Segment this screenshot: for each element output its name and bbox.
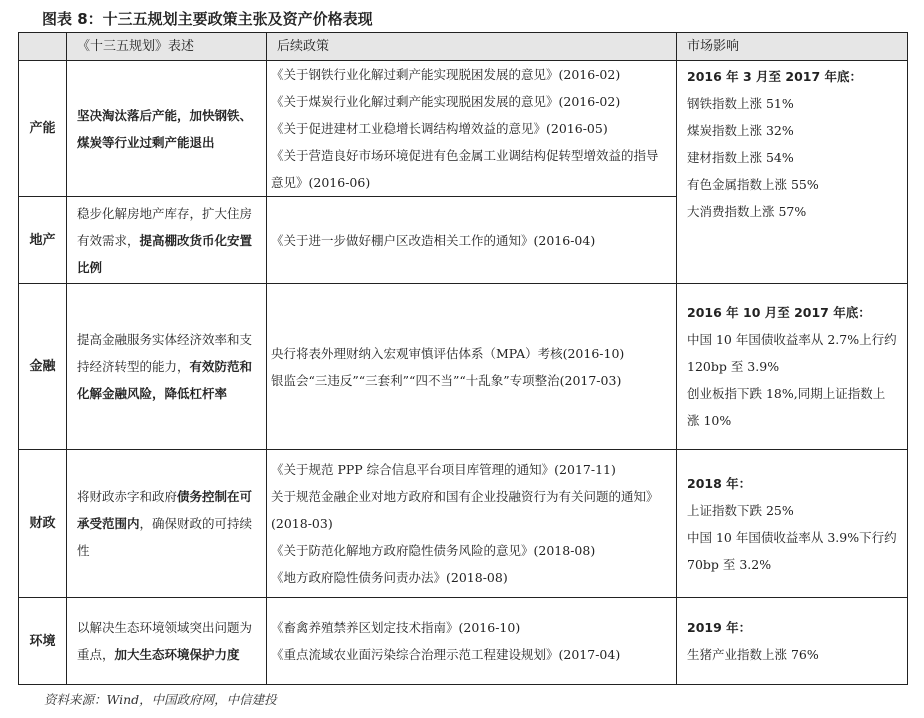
statement-bold-text: 加大生态环境保护力度 [114, 647, 240, 662]
statement-cell [67, 197, 267, 284]
statement-text: ，确保财政的可持续性 [77, 516, 253, 558]
policy-table [18, 32, 908, 685]
impact-heading: 2018 年： [687, 475, 752, 491]
policy-item: 《畜禽养殖禁养区划定技术指南》(2016-10) [271, 620, 521, 635]
statement-text: 稳步化解房地产库存，扩大住房有效需求， [77, 205, 253, 248]
impact-cell [677, 450, 908, 598]
statement-bold-text: 提高棚改货币化安置比例 [77, 232, 253, 275]
impact-cell [677, 284, 908, 450]
statement-bold-text: 有效防范和化解金融风险，降低杠杆率 [77, 359, 253, 401]
policies-cell [267, 61, 677, 197]
policy-item: 《关于规范 PPP 综合信息平台项目库管理的通知》(2017-11) [271, 462, 616, 477]
impact-item: 上证指数下跌 25% [687, 502, 794, 518]
impact-item: 钢铁指数上涨 51% [687, 96, 794, 111]
policy-item: 《地方政府隐性债务问责办法》(2018-08) [271, 570, 508, 585]
table-row [19, 284, 908, 450]
table-header-row [19, 33, 908, 61]
impact-heading: 2016 年 10 月至 2017 年底： [687, 305, 871, 320]
impact-item: 有色金属指数上涨 55% [687, 177, 819, 192]
policy-item: 银监会“三违反”“三套利”“四不当”“十乱象”专项整治(2017-03) [271, 372, 622, 388]
statement-text: 以解决生态环境领域突出问题为重点， [77, 620, 253, 662]
policy-item: 关于规范金融企业对地方政府和国有企业投融资行为有关问题的通知》(2018-03) [271, 489, 659, 531]
statement-cell [67, 450, 267, 598]
statement-cell [67, 598, 267, 685]
impact-item: 生猪产业指数上涨 76% [687, 647, 819, 662]
impact-cell [677, 61, 908, 284]
header-statement: 《十三五规划》表述 [67, 33, 267, 61]
statement-cell [67, 284, 267, 450]
impact-item: 大消费指数上涨 57% [687, 204, 807, 219]
category-cell: 财政 [19, 450, 67, 598]
header-policies: 后续政策 [267, 33, 677, 61]
policy-item: 《重点流域农业面污染综合治理示范工程建设规划》(2017-04) [271, 647, 621, 662]
policy-item: 《关于防范化解地方政府隐性债务风险的意见》(2018-08) [271, 543, 596, 558]
category-cell: 环境 [19, 598, 67, 685]
source-note: 资料来源：Wind，中国政府网，中信建投 [44, 692, 277, 707]
policies-cell [267, 598, 677, 685]
table-title: 图表 8：十三五规划主要政策主张及资产价格表现 [42, 10, 373, 28]
statement-text: 将财政赤字和政府 [77, 489, 178, 504]
impact-heading: 2019 年： [687, 620, 752, 635]
category-cell: 金融 [19, 284, 67, 450]
category-cell: 地产 [19, 197, 67, 284]
impact-item: 创业板指下跌 18%,同期上证指数上涨 10% [687, 386, 886, 428]
header-category [19, 33, 67, 61]
impact-item: 中国 10 年国债收益率从 3.9%下行约 70bp 至 3.2% [687, 529, 897, 572]
statement-bold-text: 坚决淘汰落后产能，加快钢铁、煤炭等行业过剩产能退出 [77, 107, 253, 150]
policy-item: 《关于营造良好市场环境促进有色金属工业调结构促转型增效益的指导意见》(2016-06) [271, 148, 659, 190]
impact-heading: 2016 年 3 月至 2017 年底： [687, 69, 863, 84]
policy-item: 《关于促进建材工业稳增长调结构增效益的意见》(2016-05) [271, 121, 608, 136]
impact-item: 煤炭指数上涨 32% [687, 123, 794, 138]
policy-item: 《关于煤炭行业化解过剩产能实现脱困发展的意见》(2016-02) [271, 94, 621, 109]
table-row [19, 450, 908, 598]
policy-item: 《关于钢铁行业化解过剩产能实现脱困发展的意见》(2016-02) [271, 67, 621, 82]
policy-item: 央行将表外理财纳入宏观审慎评估体系（MPA）考核(2016-10) [271, 345, 625, 361]
impact-item: 中国 10 年国债收益率从 2.7%上行约 120bp 至 3.9% [687, 332, 897, 374]
header-impact: 市场影响 [677, 33, 908, 61]
policies-cell [267, 284, 677, 450]
category-cell: 产能 [19, 61, 67, 197]
policies-cell [267, 197, 677, 284]
statement-bold-text: 债务控制在可承受范围内 [77, 489, 253, 531]
impact-cell [677, 598, 908, 685]
statement-cell [67, 61, 267, 197]
policy-item: 《关于进一步做好棚户区改造相关工作的通知》(2016-04) [271, 232, 596, 248]
impact-item: 建材指数上涨 54% [687, 150, 794, 165]
policies-cell [267, 450, 677, 598]
table-row [19, 598, 908, 685]
table-row [19, 61, 908, 197]
statement-text: 提高金融服务实体经济效率和支持经济转型的能力， [77, 332, 253, 374]
